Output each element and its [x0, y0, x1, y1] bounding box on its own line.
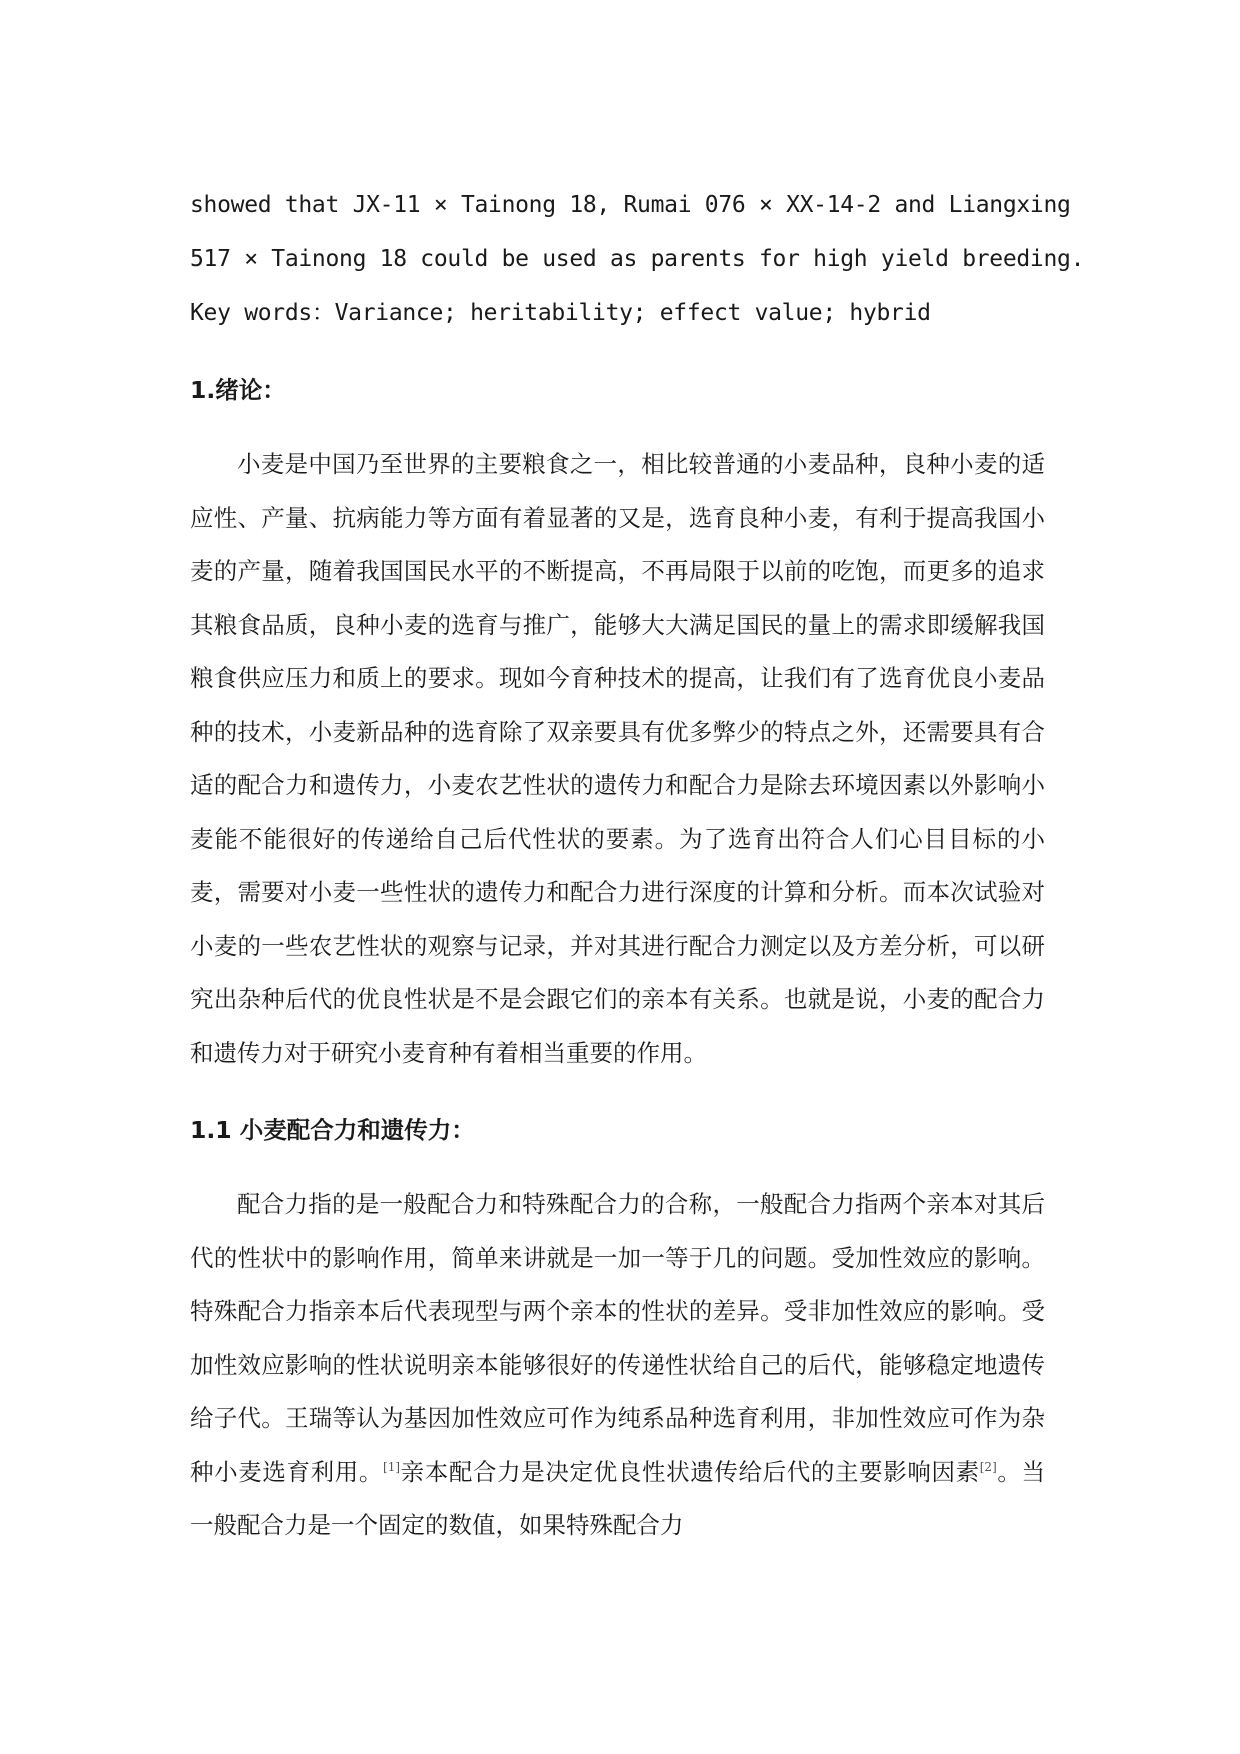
introduction-paragraph: 小麦是中国乃至世界的主要粮食之一，相比较普通的小麦品种，良种小麦的适应性、产量、抗病能力等方面有着显著的又是，选育良种小麦，有利于提高我国小麦的产量，随着我国国民水平的不断提高，不再局限于以前的吃饱，而更多的追求其粮食品质，良种小麦的选育与推广，能够大大满足国民的量上的需求即缓解我国粮食供应压力和质上的要求。现如今育种技术的提高，让我们有了选育优良小麦品种的技术，小麦新品种的选育除了双亲要具有优多弊少的特点之外，还需要具有合适的配合力和遗传力，小麦农艺性状的遗传力和配合力是除去环境因素以外影响小麦能不能很好的传递给自己后代性状的要素。为了选育出符合人们心目目标的小麦，需要对小麦一些性状的遗传力和配合力进行深度的计算和分析。而本次试验对小麦的一些农艺性状的观察与记录，并对其进行配合力测定以及方差分析，可以研究出杂种后代的优良性状是不是会跟它们的亲本有关系。也就是说，小麦的配合力和遗传力对于研究小麦育种有着相当重要的作用。 — [190, 450, 1045, 1067]
section-heading-introduction: 1.绪论： — [190, 376, 286, 404]
keywords-line: Key words：Variance; heritability; effect value; hybrid — [190, 300, 931, 326]
paragraph-text-part-1: 配合力指的是一般配合力和特殊配合力的合称，一般配合力指两个亲本对其后代的性状中的影响作用，简单来讲就是一加一等于几的问题。受加性效应的影响。特殊配合力指亲本后代表现型与两个亲本的性状的差异。受非加性效应的影响。受加性效应影响的性状说明亲本能够很好的传递性状给自己的后代，能够稳定地遗传给子代。王瑞等认为基因加性效应可作为纯系品种选育利用，非加性效应可作为杂种小麦选育利用。 — [190, 1190, 1045, 1486]
abstract-line-1: showed that JX-11 × Tainong 18, Rumai 076 × XX-14-2 and Liangxing — [190, 192, 1071, 218]
citation-2[interactable]: [2] — [979, 1459, 997, 1474]
citation-1[interactable]: [1] — [383, 1459, 401, 1474]
combining-ability-paragraph — [190, 1178, 1045, 1553]
paragraph-text-part-2: 亲本配合力是决定优良性状遗传给后代的主要影响因素 — [400, 1457, 980, 1486]
document-page — [190, 178, 1085, 1553]
abstract-line-2: 517 × Tainong 18 could be used as parents for high yield breeding. — [190, 246, 1085, 272]
section-heading-combining-ability: 1.1 小麦配合力和遗传力： — [190, 1116, 475, 1144]
paragraph-text-part-3: 。当一般配合力是一个固定的数值，如果特殊配合力 — [190, 1457, 1046, 1539]
